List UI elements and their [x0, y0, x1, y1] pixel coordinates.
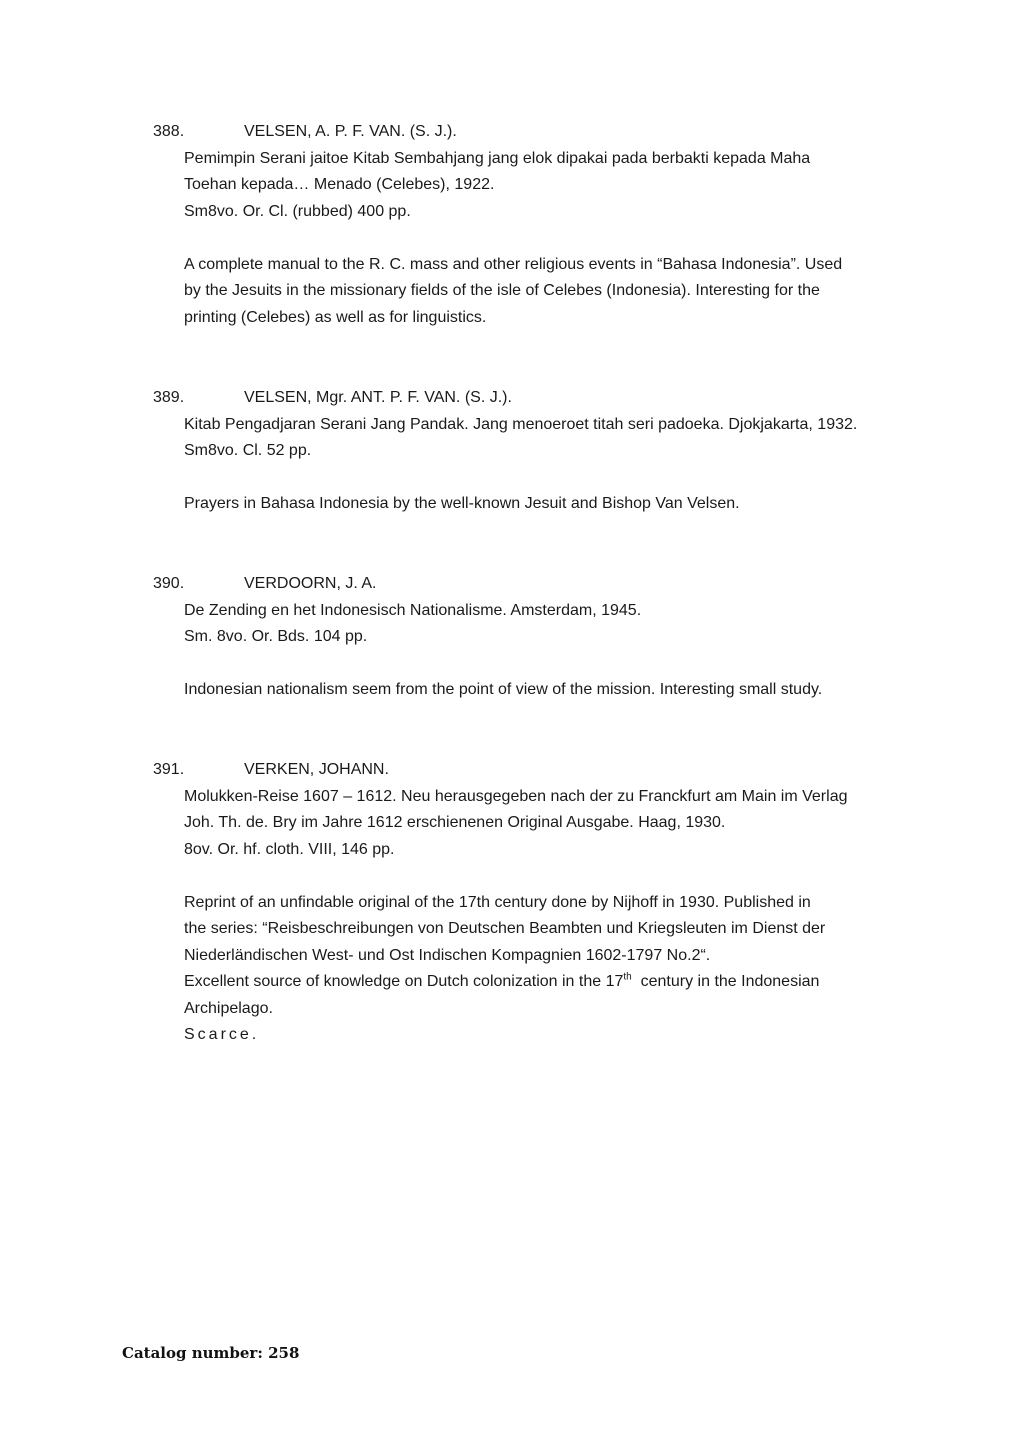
- entry-note-line: by the Jesuits in the missionary fields of the isle of Celebes (Indonesia). Interesting for the: [184, 282, 820, 299]
- entry-heading: [153, 757, 913, 784]
- entry-note-line: Reprint of an unfindable original of the 17th century done by Nijhoff in 1930. Published in: [184, 893, 811, 911]
- entry-author: VERKEN, JOHANN.: [244, 761, 389, 778]
- entry-note-line: printing (Celebes) as well as for linguistics.: [184, 308, 487, 326]
- entry-body: [184, 412, 913, 518]
- entry-heading: [153, 119, 913, 146]
- entry-note-line: A complete manual to the R. C. mass and other religious events in “Bahasa Indonesia”. Used: [184, 255, 843, 273]
- entry-heading: [153, 385, 913, 412]
- ordinal-suffix: th: [623, 971, 632, 983]
- entry-heading: [153, 571, 913, 598]
- entry-note-line: Indonesian nationalism seem from the point of view of the mission. Interesting small study.: [184, 681, 823, 698]
- entry-number: 389.: [153, 389, 185, 406]
- entry-title-line: Molukken-Reise 1607 – 1612. Neu herausgegeben nach der zu Franckfurt am Main im Verlag: [184, 787, 848, 805]
- entry-format: Sm8vo. Or. Cl. (rubbed) 400 pp.: [184, 202, 411, 220]
- catalog-entry-388: [153, 119, 913, 331]
- catalog-entry-390: [153, 571, 913, 704]
- scarce-label: Scarce.: [184, 1026, 260, 1043]
- entry-number: 388.: [153, 123, 185, 140]
- entry-author: VELSEN, A. P. F. VAN. (S. J.).: [244, 123, 457, 140]
- entry-title-line: Toehan kepada… Menado (Celebes), 1922.: [184, 176, 495, 193]
- entry-author: VERDOORN, J. A.: [244, 575, 377, 592]
- entry-format: 8ov. Or. hf. cloth. VIII, 146 pp.: [184, 840, 395, 858]
- entry-author: VELSEN, Mgr. ANT. P. F. VAN. (S. J.).: [244, 389, 512, 406]
- catalog-entry-391: [153, 757, 913, 1049]
- entry-body: [184, 598, 913, 704]
- entry-title-line: Joh. Th. de. Bry im Jahre 1612 erschienenen Original Ausgabe. Haag, 1930.: [184, 814, 726, 831]
- entry-title-line: De Zending en het Indonesisch Nationalisme. Amsterdam, 1945.: [184, 601, 642, 619]
- entry-format: Sm8vo. Cl. 52 pp.: [184, 442, 312, 459]
- entry-body: [184, 784, 913, 1049]
- entry-note-line: the series: “Reisbeschreibungen von Deutschen Beambten und Kriegsleuten im Dienst der: [184, 920, 826, 937]
- catalog-number-footer: Catalog number: 258: [122, 1344, 300, 1362]
- entry-note-line: Archipelago.: [184, 999, 273, 1017]
- note-text: century in the Indonesian: [631, 973, 820, 990]
- entry-note-line: Niederländischen West- und Ost Indischen Kompagnien 1602-1797 No.2“.: [184, 946, 711, 964]
- entry-body: [184, 146, 913, 332]
- note-text: Excellent source of knowledge on Dutch colonization in the 17: [184, 973, 624, 990]
- catalog-entry-389: [153, 385, 913, 518]
- entry-number: 391.: [153, 761, 185, 778]
- entry-title-line: Pemimpin Serani jaitoe Kitab Sembahjang jang elok dipakai pada berbakti kepada Maha: [184, 149, 811, 167]
- entry-format: Sm. 8vo. Or. Bds. 104 pp.: [184, 628, 368, 645]
- entry-note-line: Prayers in Bahasa Indonesia by the well-known Jesuit and Bishop Van Velsen.: [184, 495, 740, 512]
- entry-number: 390.: [153, 575, 185, 592]
- entry-note-line: [184, 969, 913, 996]
- entry-title-line: Kitab Pengadjaran Serani Jang Pandak. Jang menoeroet titah seri padoeka. Djokjakarta, 1932.: [184, 415, 858, 433]
